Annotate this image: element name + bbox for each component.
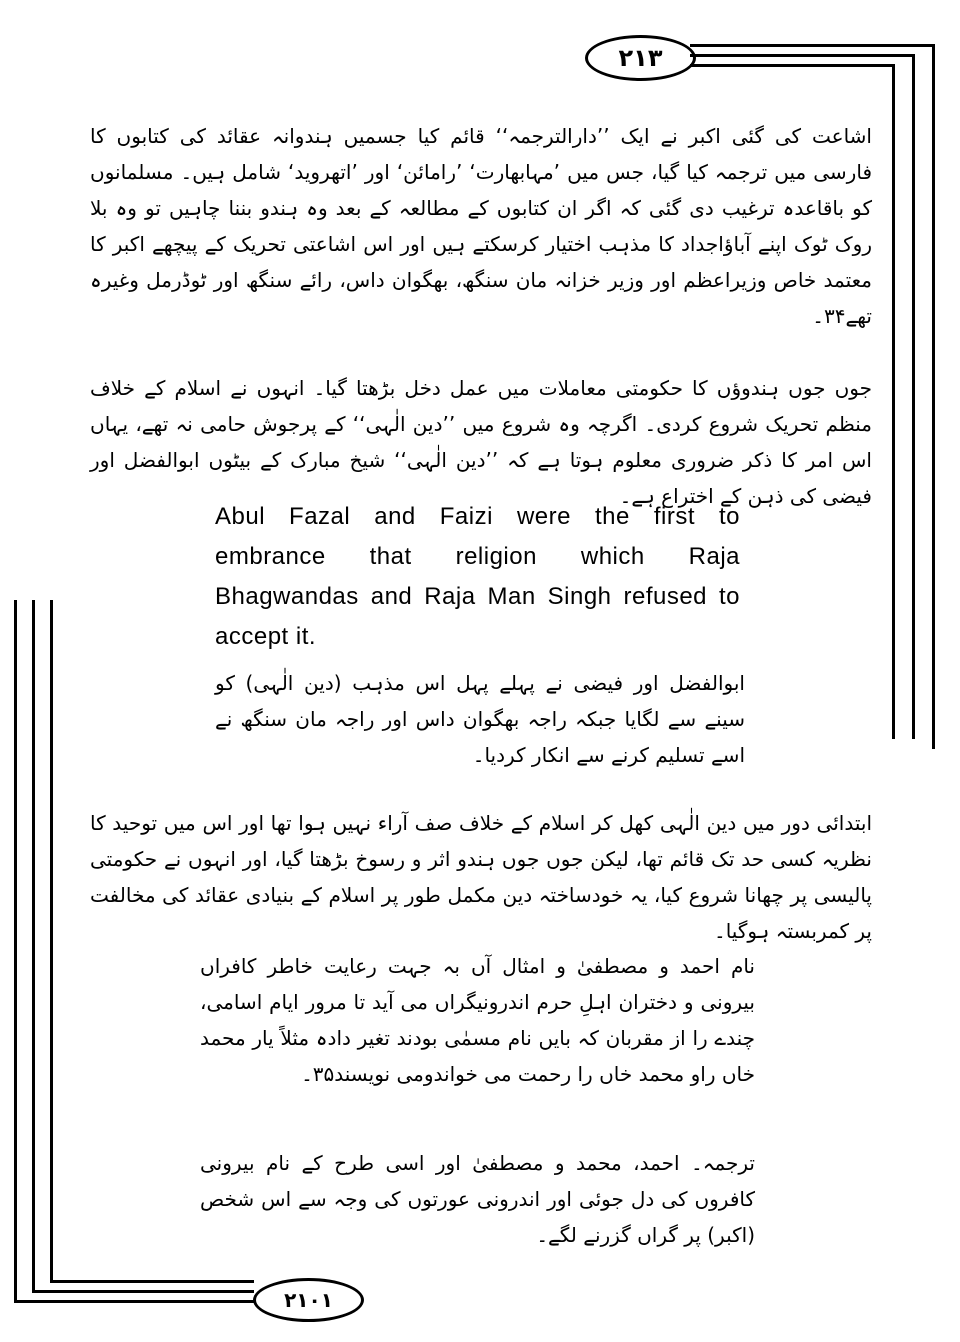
top-frame-line-3 bbox=[690, 64, 895, 67]
bottom-frame-line-2 bbox=[32, 1290, 254, 1293]
bottom-frame-line-1 bbox=[14, 1300, 254, 1303]
top-frame-line-2 bbox=[690, 54, 915, 57]
left-frame-line-3 bbox=[50, 600, 53, 1280]
english-quote: Abul Fazal and Faizi were the first to embrance that religion which Raja Bhagwandas and Raja Man Singh refused to accept it. bbox=[215, 503, 740, 650]
paragraph-2: جوں جوں ہندوؤں کا حکومتی معاملات میں عمل دخل بڑھتا گیا۔ انہوں نے اسلام کے خلاف منظم تحریک شروع کردی۔ اگرچہ وہ شروع میں ’’دین الٰہی‘‘ کے پرجوش حامی نہ تھے، یہاں اس امر کا ذکر ضروری معلوم ہوتا ہے کہ ’’دین الٰہی‘‘ شیخ مبارک کے بیٹوں ابوالفضل اور فیضی کی ذہن کے اختراع ہے۔ bbox=[90, 376, 872, 508]
top-frame-line-1 bbox=[690, 44, 935, 47]
bottom-frame-line-3 bbox=[50, 1280, 254, 1283]
left-frame-line-2 bbox=[32, 600, 35, 1290]
top-page-number: ۲۱۳ bbox=[585, 35, 696, 81]
english-quote-translation: ابوالفضل اور فیضی نے پہلے پہل اس مذہب (دین الٰہی) کو سینے سے لگایا جبکہ راجہ بھگوان داس اور راجہ مان سنگھ نے اسے تسلیم کرنے سے انکار کردیا۔ bbox=[215, 671, 745, 767]
right-frame-line-2 bbox=[912, 54, 915, 739]
paragraph-3: ابتدائی دور میں دین الٰہی کھل کر اسلام کے خلاف صف آراء نہیں ہوا تھا اور اس میں توحید کا نظریہ کسی حد تک قائم تھا، لیکن جوں جوں ہندو اثر و رسوخ بڑھتا گیا، اور انہوں نے حکومتی پالیسی پر چھانا شروع کیا، یہ خودساختہ دین مکمل طور پر اسلام کے بنیادی عقائد کی مخالفت پر کمربستہ ہوگیا۔ bbox=[90, 811, 872, 943]
persian-quote-translation: ترجمہ۔ احمد، محمد و مصطفیٰ اور اسی طرح کے نام بیرونی کافروں کی دل جوئی اور اندرونی عورتوں کی وجہ سے اس شخص (اکبر) پر گراں گزرنے لگے۔ bbox=[200, 1151, 755, 1247]
bottom-page-number: ۲۱۰۱ bbox=[253, 1278, 364, 1322]
persian-quote: نام احمد و مصطفیٰ و امثال آں بہ جہت رعایت خاطر کافراں بیرونی و دختران اہلِ حرم اندرونیگراں می آید تا مرور ایام اسامی، چندے را از مقربان کہ بایں نام مسمٰی بودند تغیر دادہ مثلاً یار محمد خاں راو محمد خاں را رحمت می خواندومی نویسند۳۵۔ bbox=[200, 954, 755, 1086]
right-frame-line-3 bbox=[892, 64, 895, 739]
right-frame-line-1 bbox=[932, 44, 935, 749]
left-frame-line-1 bbox=[14, 600, 17, 1300]
paragraph-1: اشاعت کی گئی اکبر نے ایک ’’دارالترجمہ‘‘ قائم کیا جسمیں ہندوانہ عقائد کی کتابوں کا فارسی میں ترجمہ کیا گیا، جس میں ’مہابھارت‘ ’رامائن‘ اور ’اتھروید‘ شامل ہیں۔ مسلمانوں کو باقاعدہ ترغیب دی گئی کہ اگر ان کتابوں کے مطالعہ کے بعد وہ ہندو بننا چاہیں تو وہ بلا روک ٹوک اپنے آباؤاجداد کا مذہب اختیار کرسکتے ہیں اور اس اشاعتی تحریک کے پیچھے اکبر کا معتمد خاص وزیراعظم اور وزیر خزانہ مان سنگھ، بھگوان داس، رائے سنگھ اور ٹوڈرمل وغیرہ تھے۳۴۔ bbox=[90, 124, 872, 328]
